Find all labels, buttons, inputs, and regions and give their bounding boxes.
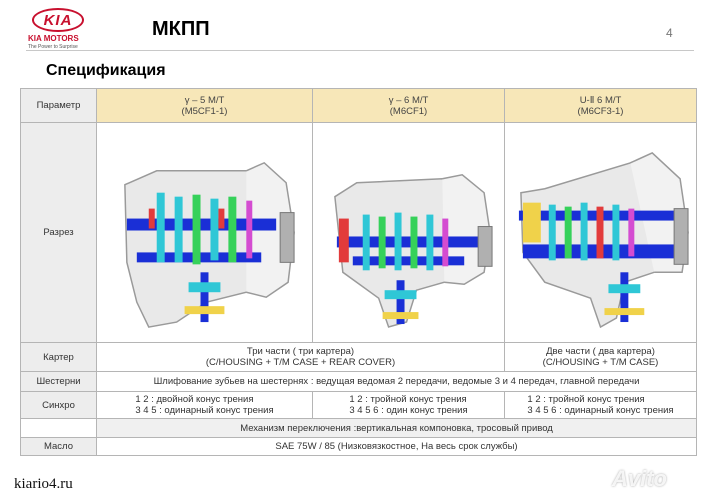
sync-2-line2: 3 4 5 6 : один конус трения xyxy=(349,405,468,416)
carter-col12-line1: Три части ( три картера) xyxy=(246,346,355,357)
table-row-oil xyxy=(21,438,697,456)
slide-header xyxy=(0,0,720,56)
mechanism-value: Механизм переключения :вертикальная компоновка, тросовый привод xyxy=(97,419,697,438)
column-1-name: γ – 5 M/T xyxy=(184,94,225,106)
param-header-cell: Параметр xyxy=(21,89,97,123)
kia-brand-text: KIA MOTORS xyxy=(28,34,79,43)
sync-3-line2: 3 4 5 6 : одинарный конус трения xyxy=(527,405,674,416)
column-header-2 xyxy=(313,89,505,123)
source-site-label: kiario4.ru xyxy=(14,476,73,492)
cutaway-diagram-2 xyxy=(313,123,505,343)
row-label-sync: Синхро xyxy=(21,392,97,419)
oil-value: SAE 75W / 85 (Низковязкостное, На весь срок службы) xyxy=(97,438,697,456)
header-divider xyxy=(26,50,694,51)
kia-logo-oval: KIA xyxy=(32,8,84,32)
sync-cell-1 xyxy=(97,392,313,419)
row-label-oil: Масло xyxy=(21,438,97,456)
mechanism-blank-label xyxy=(21,419,97,438)
sync-cell-3 xyxy=(505,392,697,419)
gearbox-section-m5cf1-image xyxy=(97,123,312,342)
row-label-cutaway: Разрез xyxy=(21,123,97,343)
column-header-3 xyxy=(505,89,697,123)
table-row-carter xyxy=(21,343,697,372)
page-title: МКПП xyxy=(152,18,210,40)
spec-table xyxy=(20,88,697,456)
column-header-1 xyxy=(97,89,313,123)
row-label-carter: Картер xyxy=(21,343,97,372)
avito-watermark: Avito xyxy=(612,466,667,491)
table-header-row xyxy=(21,89,697,123)
sync-cell-2 xyxy=(313,392,505,419)
table-row-mechanism xyxy=(21,419,697,438)
sync-3-line1: 1 2 : тройной конус трения xyxy=(527,394,645,405)
table-row-gears xyxy=(21,372,697,392)
table-row-cutaway xyxy=(21,123,697,343)
kia-logo xyxy=(28,8,90,52)
sync-2-line1: 1 2 : тройной конус трения xyxy=(349,394,467,405)
carter-cell-col12 xyxy=(97,343,505,372)
row-label-gears: Шестерни xyxy=(21,372,97,392)
carter-col12-line2: (C/HOUSING + T/M CASE + REAR COVER) xyxy=(205,357,396,368)
cutaway-diagram-1 xyxy=(97,123,313,343)
carter-col3-line2: (C/HOUSING + T/M CASE) xyxy=(542,357,659,368)
carter-col3-line1: Две части ( два картера) xyxy=(546,346,655,357)
column-1-code: (M5CF1-1) xyxy=(181,105,228,117)
column-3-name: U-Ⅱ 6 M/T xyxy=(579,94,622,106)
column-3-code: (M6CF3-1) xyxy=(577,105,624,117)
sync-1-line2: 3 4 5 : одинарный конус трения xyxy=(135,405,274,416)
cutaway-diagram-3 xyxy=(505,123,697,343)
gearbox-section-m6cf1-image xyxy=(313,123,504,342)
page-number: 4 xyxy=(666,26,673,40)
carter-cell-col3 xyxy=(505,343,697,372)
column-2-code: (M6CF1) xyxy=(389,105,428,117)
gears-value: Шлифование зубьев на шестернях : ведущая ведомая 2 передачи, ведомые 3 и 4 передач, главной передачи xyxy=(97,372,697,392)
sync-1-line1: 1 2 : двойной конус трения xyxy=(135,394,254,405)
section-subtitle: Спецификация xyxy=(46,62,166,79)
kia-tagline: The Power to Surprise xyxy=(28,44,78,50)
column-2-name: γ – 6 M/T xyxy=(388,94,429,106)
table-row-sync xyxy=(21,392,697,419)
gearbox-section-m6cf3-image xyxy=(505,123,696,342)
